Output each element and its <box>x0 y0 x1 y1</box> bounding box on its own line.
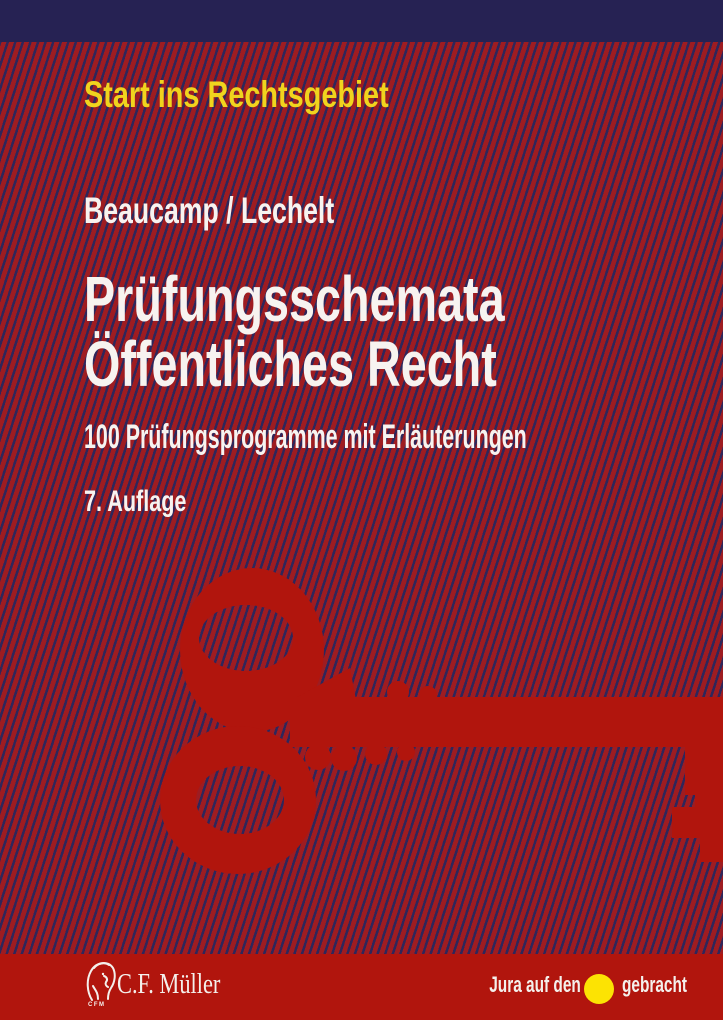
subtitle-label: 100 Prüfungsprogramme mit Erläuterungen <box>84 418 527 456</box>
series-banner <box>84 76 475 113</box>
publisher-name <box>117 971 246 999</box>
punkt-dot-icon <box>584 974 614 1004</box>
slogan-pre-text <box>450 974 581 996</box>
series-banner-label: Start ins Rechtsgebiet <box>84 74 389 115</box>
slogan-pre-label: Jura auf den <box>489 972 581 997</box>
slogan-post-label: gebracht <box>622 972 688 997</box>
publisher-monogram: CFM <box>88 1002 106 1008</box>
authors-label: Beaucamp / Lechelt <box>84 190 335 231</box>
title-line-1: Prüfungsschemata <box>84 263 505 335</box>
publisher-name-text: C.F. Müller <box>117 969 221 1000</box>
edition-text: 7. Auflage <box>84 485 187 518</box>
subtitle <box>84 420 723 454</box>
book-title <box>84 263 660 400</box>
top-band <box>0 0 723 42</box>
authors-line <box>84 192 432 229</box>
title-line-2: Öffentliches Recht <box>84 328 497 400</box>
edition-label <box>84 487 226 517</box>
publisher-logo-icon <box>84 958 116 1006</box>
slogan-post-text <box>622 974 715 996</box>
